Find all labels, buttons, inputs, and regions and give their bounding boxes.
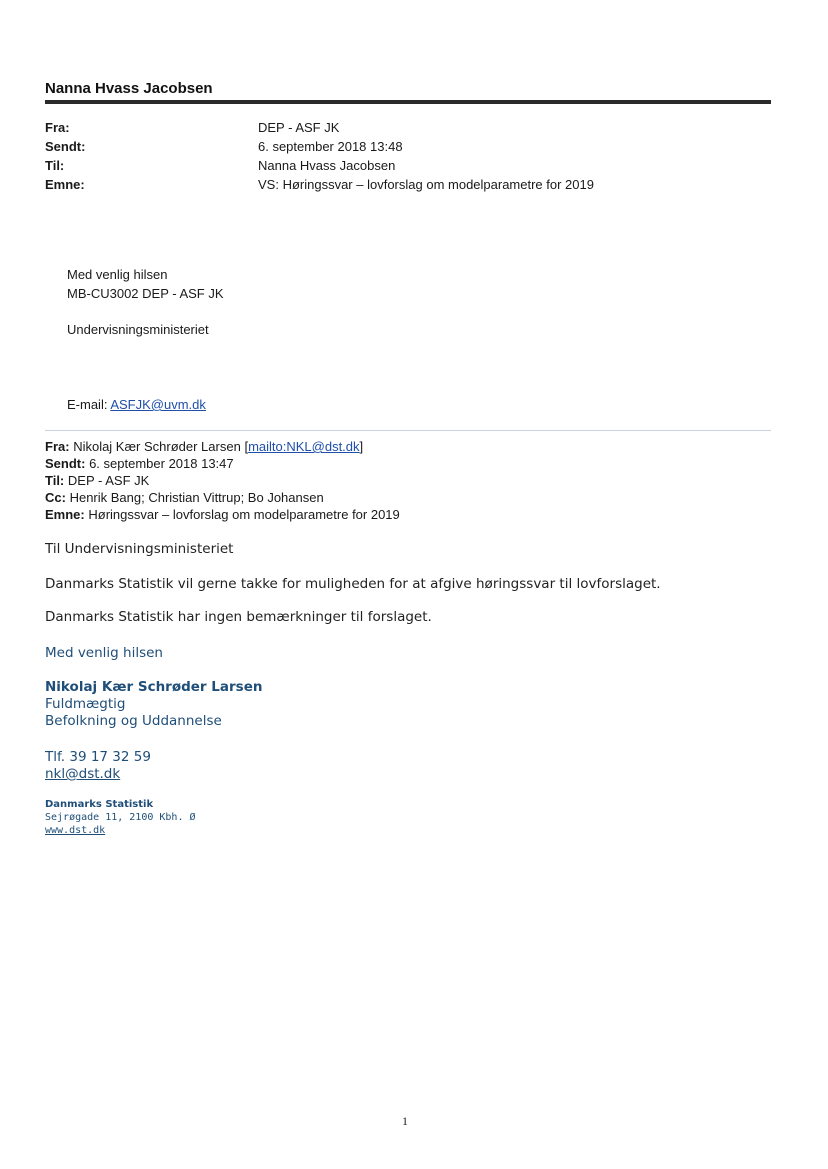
page-number: 1 — [402, 1114, 408, 1128]
from-label: Fra: — [45, 120, 70, 135]
orig-to-label: Til: — [45, 473, 65, 488]
orig-mailto-open: [ — [244, 439, 249, 454]
orig-to-line — [45, 473, 149, 488]
body-paragraph-1: Danmarks Statistik vil gerne takke for muligheden for at afgive høringssvar til lovforslaget. — [45, 576, 661, 592]
orig-subject-line — [45, 507, 400, 522]
signature-address: Sejrøgade 11, 2100 Kbh. Ø — [45, 812, 196, 823]
mailbox-owner-name: Nanna Hvass Jacobsen — [45, 80, 213, 97]
orig-sent-line — [45, 456, 234, 471]
quote-separator — [45, 430, 771, 431]
body-salutation: Til Undervisningsministeriet — [45, 541, 234, 557]
orig-from-label: Fra: — [45, 439, 70, 454]
orig-subject-label: Emne: — [45, 507, 85, 522]
body-paragraph-2: Danmarks Statistik har ingen bemærkninger til forslaget. — [45, 609, 432, 625]
orig-sent-label: Sendt: — [45, 456, 86, 471]
signature-greeting: Med venlig hilsen — [45, 645, 163, 661]
orig-cc-value: Henrik Bang; Christian Vittrup; Bo Johansen — [69, 490, 324, 505]
header-rule — [45, 100, 771, 104]
orig-mailto-close: ] — [359, 439, 364, 454]
to-label: Til: — [45, 158, 65, 173]
forward-email-label: E-mail: — [67, 397, 111, 412]
orig-cc-line — [45, 490, 324, 505]
orig-to-value: DEP - ASF JK — [67, 473, 150, 488]
orig-sent-value: 6. september 2018 13:47 — [89, 456, 234, 471]
orig-mailto-link[interactable]: mailto:NKL@dst.dk — [248, 439, 360, 454]
forward-email-line — [67, 397, 206, 412]
forward-ministry: Undervisningsministeriet — [67, 322, 209, 337]
forward-unit: MB-CU3002 DEP - ASF JK — [67, 286, 224, 301]
subject-value: VS: Høringssvar – lovforslag om modelparametre for 2019 — [258, 177, 594, 192]
orig-subject-value: Høringssvar – lovforslag om modelparametre for 2019 — [88, 507, 400, 522]
orig-from-line — [45, 439, 363, 454]
subject-label: Emne: — [45, 177, 85, 192]
from-value: DEP - ASF JK — [258, 120, 340, 135]
signature-email-link[interactable]: nkl@dst.dk — [45, 766, 121, 782]
signature-department: Befolkning og Uddannelse — [45, 713, 222, 729]
to-value: Nanna Hvass Jacobsen — [258, 158, 396, 173]
sent-label: Sendt: — [45, 139, 86, 154]
forward-email-link[interactable]: ASFJK@uvm.dk — [110, 397, 206, 412]
orig-cc-label: Cc: — [45, 490, 66, 505]
signature-name: Nikolaj Kær Schrøder Larsen — [45, 679, 263, 695]
signature-website-link[interactable]: www.dst.dk — [45, 825, 106, 836]
signature-org: Danmarks Statistik — [45, 799, 154, 810]
sent-value: 6. september 2018 13:48 — [258, 139, 403, 154]
signature-title: Fuldmægtig — [45, 696, 126, 712]
orig-from-value: Nikolaj Kær Schrøder Larsen — [73, 439, 241, 454]
signature-phone: Tlf. 39 17 32 59 — [45, 749, 151, 765]
forward-greeting: Med venlig hilsen — [67, 267, 168, 282]
